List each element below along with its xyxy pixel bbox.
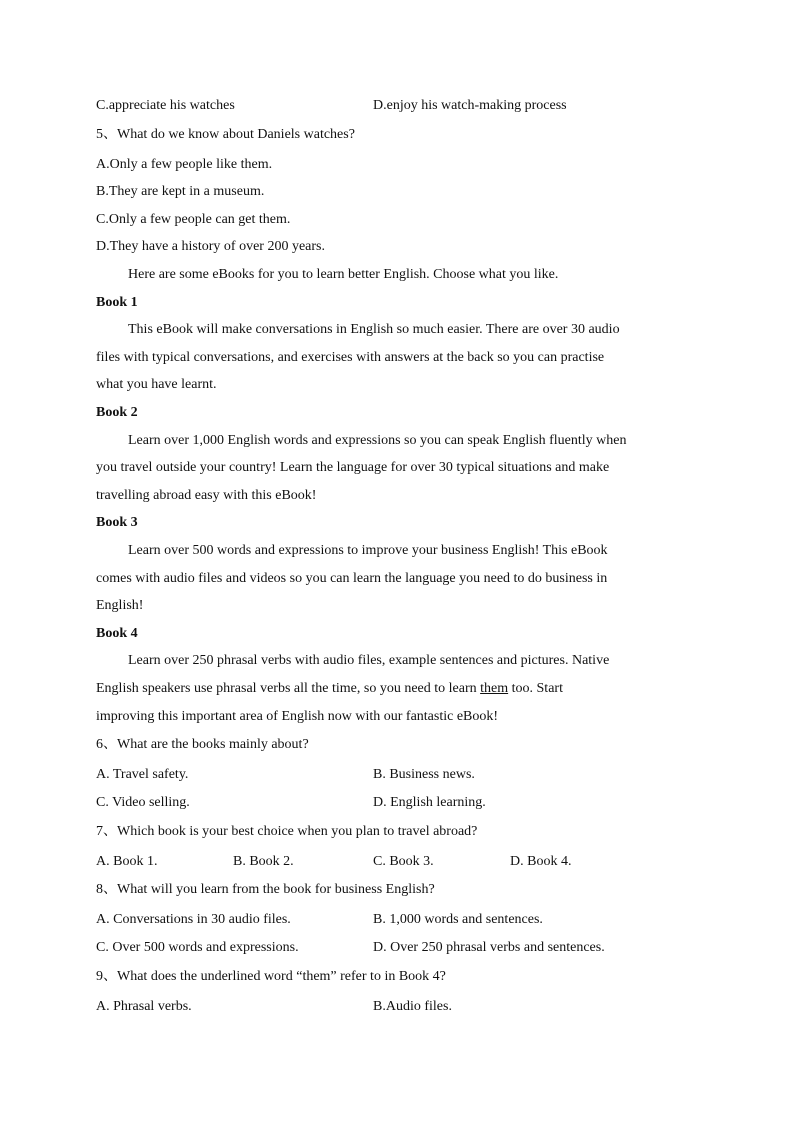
q7-option-a: A. Book 1.: [96, 854, 158, 869]
q8-option-b: B. 1,000 words and sentences.: [373, 912, 543, 927]
q5-option-a: A.Only a few people like them.: [96, 157, 273, 172]
q7-option-c: C. Book 3.: [373, 854, 434, 869]
book3-line: Learn over 500 words and expressions to improve your business English! This eBook: [128, 543, 608, 558]
book3-line: comes with audio files and videos so you can learn the language you need to do business in: [96, 571, 608, 586]
book4-title: Book 4: [96, 626, 138, 641]
q7-stem: 7、Which book is your best choice when you plan to travel abroad?: [96, 824, 478, 839]
q6-option-a: A. Travel safety.: [96, 767, 189, 782]
q5-option-c: C.Only a few people can get them.: [96, 212, 291, 227]
q4-option-c: C.appreciate his watches: [96, 98, 235, 113]
q6-option-c: C. Video selling.: [96, 795, 190, 810]
q8-option-d: D. Over 250 phrasal verbs and sentences.: [373, 940, 605, 955]
q5-option-d: D.They have a history of over 200 years.: [96, 239, 325, 254]
q7-option-d: D. Book 4.: [510, 854, 572, 869]
q9-option-a: A. Phrasal verbs.: [96, 999, 192, 1014]
underlined-word-them: them: [480, 681, 509, 696]
book2-line: you travel outside your country! Learn the language for over 30 typical situations and make: [96, 460, 610, 475]
book1-line: files with typical conversations, and exercises with answers at the back so you can practise: [96, 350, 605, 365]
q9-stem: 9、What does the underlined word “them” refer to in Book 4?: [96, 969, 446, 984]
q9-option-b: B.Audio files.: [373, 999, 452, 1014]
book1-title: Book 1: [96, 295, 138, 310]
q6-option-d: D. English learning.: [373, 795, 486, 810]
passage-intro: Here are some eBooks for you to learn better English. Choose what you like.: [128, 267, 559, 282]
q8-option-a: A. Conversations in 30 audio files.: [96, 912, 291, 927]
book2-line: Learn over 1,000 English words and expressions so you can speak English fluently when: [128, 433, 627, 448]
q6-stem: 6、What are the books mainly about?: [96, 737, 309, 752]
q4-option-d: D.enjoy his watch-making process: [373, 98, 567, 113]
book3-line: English!: [96, 598, 144, 613]
book4-line: Learn over 250 phrasal verbs with audio files, example sentences and pictures. Native: [128, 653, 610, 668]
book4-line: [96, 680, 563, 698]
book4-line-text: English speakers use phrasal verbs all the time, so you need to learn: [96, 681, 481, 696]
book4-line-text: too. Start: [508, 681, 563, 696]
book2-title: Book 2: [96, 405, 138, 420]
book3-title: Book 3: [96, 515, 138, 530]
book1-line: what you have learnt.: [96, 377, 217, 392]
q6-option-b: B. Business news.: [373, 767, 475, 782]
q5-option-b: B.They are kept in a museum.: [96, 184, 265, 199]
q8-option-c: C. Over 500 words and expressions.: [96, 940, 299, 955]
book1-line: This eBook will make conversations in English so much easier. There are over 30 audio: [128, 322, 620, 337]
book2-line: travelling abroad easy with this eBook!: [96, 488, 317, 503]
q7-option-b: B. Book 2.: [233, 854, 294, 869]
book4-line: improving this important area of English now with our fantastic eBook!: [96, 709, 499, 724]
q5-stem: 5、What do we know about Daniels watches?: [96, 127, 355, 142]
q8-stem: 8、What will you learn from the book for business English?: [96, 882, 435, 897]
